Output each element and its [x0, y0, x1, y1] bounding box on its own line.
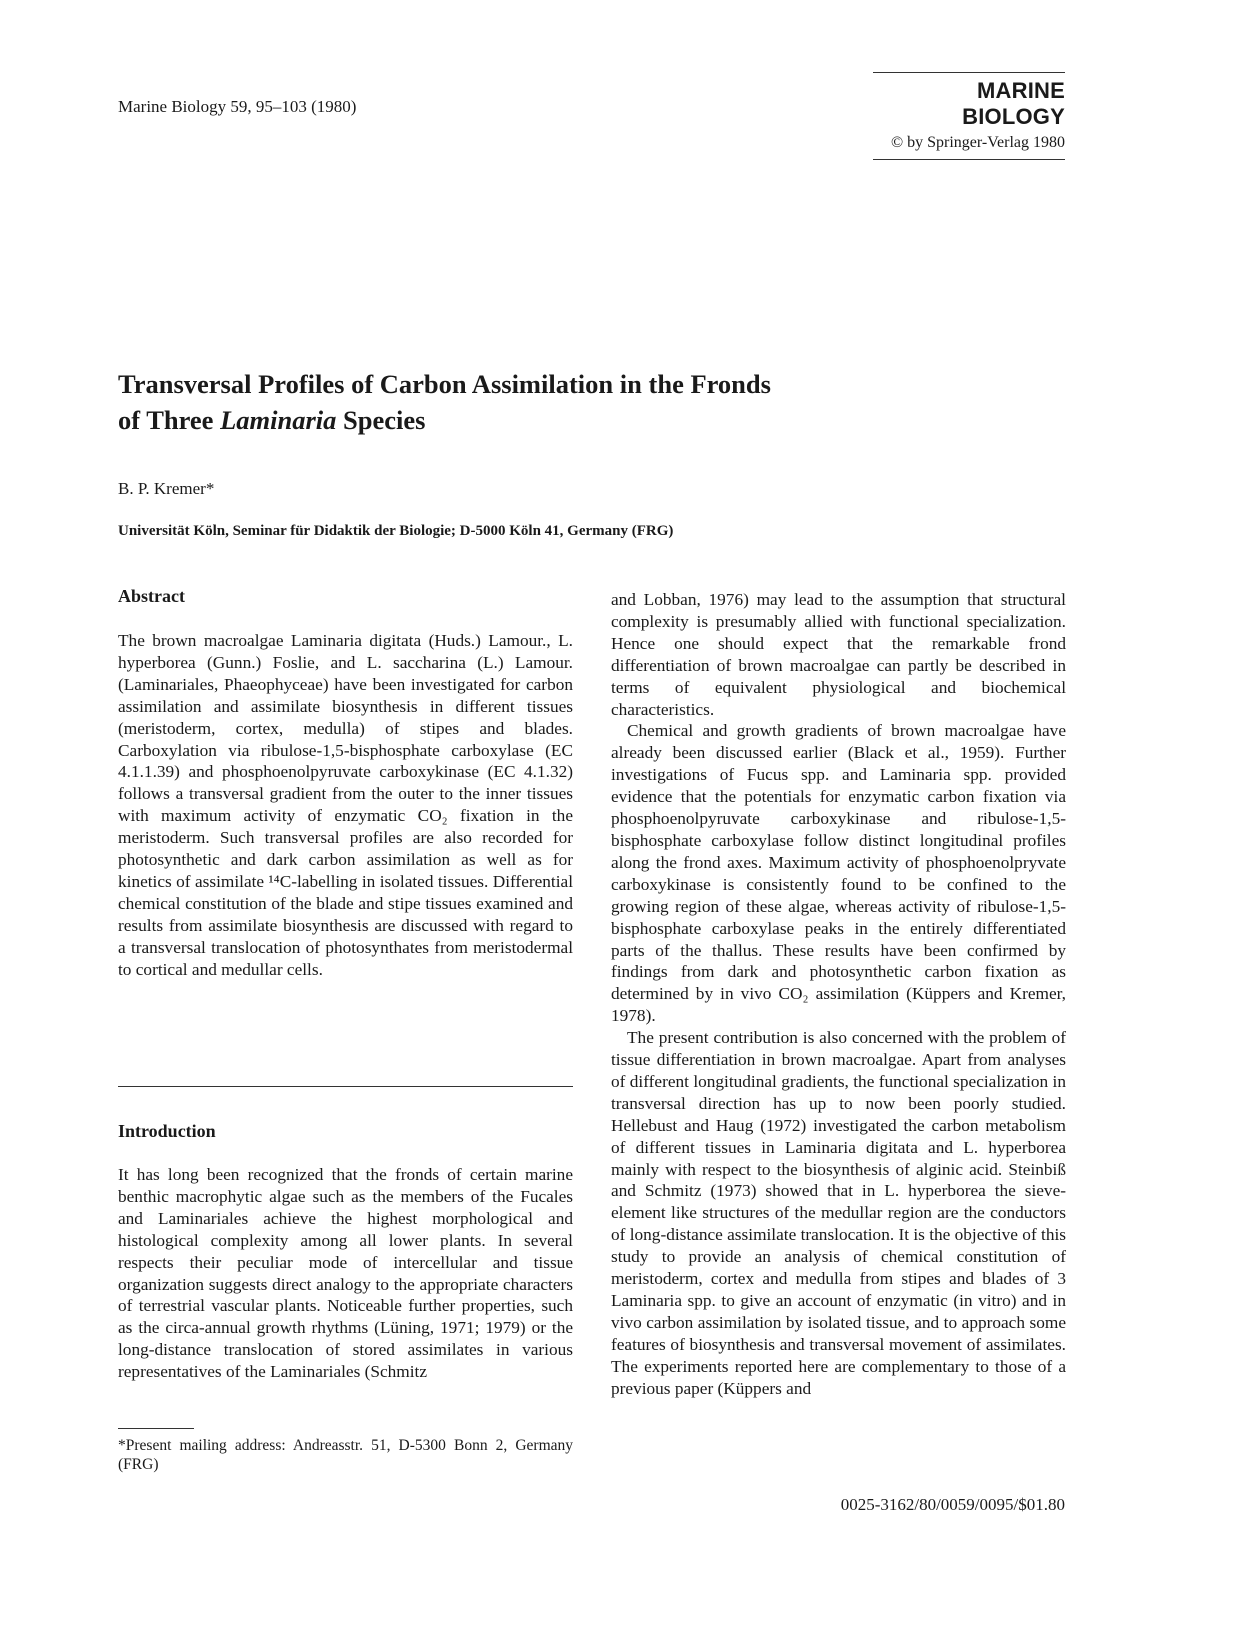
abstract-heading: Abstract — [118, 586, 185, 606]
article-code: 0025-3162/80/0059/0095/$01.80 — [840, 1495, 1065, 1514]
paragraph-present-contribution: The present contribution is also concerned with the problem of tissue differentiation in brown macroalgae. Apart from analyses of different longitudinal gradients, the functional specialization in transversal direction has up to now been poorly studied. Hellebust and Haug (1972) investigated the carbon metabolism of different tissues in Laminaria digitata and L. hyperborea mainly with respect to the biosynthesis of alginic acid. Steinbiß and Schmitz (1973) showed that in L. hyperborea the sieve-element like structures of the medullar region are the conductors of long-distance assimilate translocation. It is the objective of this study to provide an analysis of chemical constitution of meristoderm, cortex and medulla from stipes and blades of 3 Laminaria spp. to give an account of enzymatic (in vitro) and in vivo carbon assimilation by isolated tissue, and to approach some features of biosynthesis and transversal movement of assimilates. The experiments reported here are complementary to those of a previous paper (Küppers and — [611, 1028, 1066, 1398]
article-title — [118, 366, 878, 438]
journal-citation: Marine Biology 59, 95–103 (1980) — [118, 97, 357, 116]
paragraph-gradients: Chemical and growth gradients of brown macroalgae have already been discussed earlier (Black et al., 1959). Further investigations of Fucus spp. and Laminaria spp. provided evidence that the potentials for enzymatic carbon fixation via phosphoenolpyruvate carboxykinase and ribulose-1,5-bisphosphate carboxylase follow distinct longitudinal profiles along the frond axes. Maximum activity of phosphoenolpryvate carboxykinase is consistently found to be confined to the growing region of these algae, whereas activity of ribulose-1,5-bisphosphate carboxylase peaks in the entirely differentiated parts of the thallus. These results have been confirmed by findings from dark and photosynthetic carbon fixation as determined by in vivo CO₂ assimilation (Küppers and Kremer, 1978). — [611, 721, 1066, 1026]
brand-bottom-rule — [873, 159, 1065, 160]
abstract-text: The brown macroalgae Laminaria digitata (Huds.) Lamour., L. hyperborea (Gunn.) Foslie, and L. saccharina (L.) Lamour. (Laminariales, Phaeophyceae) have been investigated for carbon assimilation and assimilate biosynthesis in different tissues (meristoderm, cortex, medulla) of stipes and blades. Carboxylation via ribulose-1,5-bisphosphate carboxylase (EC 4.1.1.39) and phosphoenolpyruvate carboxykinase (EC 4.1.32) follows a transversal gradient from the outer to the inner tissues with maximum activity of enzymatic CO₂ fixation in the meristoderm. Such transversal profiles are also recorded for photosynthetic and dark carbon assimilation as well as for kinetics of assimilate ¹⁴C-labelling in isolated tissues. Differential chemical constitution of the blade and stipe tissues examined and results from assimilate biosynthesis are discussed with regard to a transversal translocation of photosynthates from meristodermal to cortical and medullar cells. — [118, 631, 573, 979]
title-genus: Laminaria — [220, 405, 337, 435]
title-suffix: Species — [336, 405, 426, 435]
footnote-rule — [118, 1428, 194, 1429]
title-line-2 — [118, 402, 878, 438]
paragraph-continued: and Lobban, 1976) may lead to the assumption that structural complexity is presumably allied with functional specialization. Hence one should expect that the remarkable frond differentiation of brown macroalgae can partly be described in terms of equivalent physiological and biochemical characteristics. — [611, 590, 1066, 719]
author-footnote: *Present mailing address: Andreasstr. 51, D-5300 Bonn 2, Germany (FRG) — [118, 1437, 573, 1473]
author-affiliation: Universität Köln, Seminar für Didaktik der Biologie; D-5000 Köln 41, Germany (FRG) — [118, 523, 674, 539]
author-name: B. P. Kremer* — [118, 479, 215, 498]
journal-brand — [873, 72, 1065, 160]
section-divider — [118, 1086, 573, 1087]
title-line-1: Transversal Profiles of Carbon Assimilation in the Fronds — [118, 369, 771, 399]
right-column — [611, 589, 1066, 1400]
brand-top-rule — [873, 72, 1065, 73]
introduction-heading: Introduction — [118, 1121, 216, 1141]
introduction-text: It has long been recognized that the fronds of certain marine benthic macrophytic algae such as the members of the Fucales and Laminariales achieve the highest morphological and histological complexity among all lower plants. In several respects their peculiar mode of intercellular and tissue organization suggests direct analogy to the appropriate characters of terrestrial vascular plants. Noticeable further properties, such as the circa-annual growth rhythms (Lüning, 1971; 1979) or the long-distance translocation of stored assimilates in various representatives of the Laminariales (Schmitz — [118, 1165, 573, 1382]
copyright-notice: © by Springer-Verlag 1980 — [890, 134, 1065, 151]
journal-name: MARINE BIOLOGY — [962, 78, 1065, 129]
title-prefix: of Three — [118, 405, 221, 435]
